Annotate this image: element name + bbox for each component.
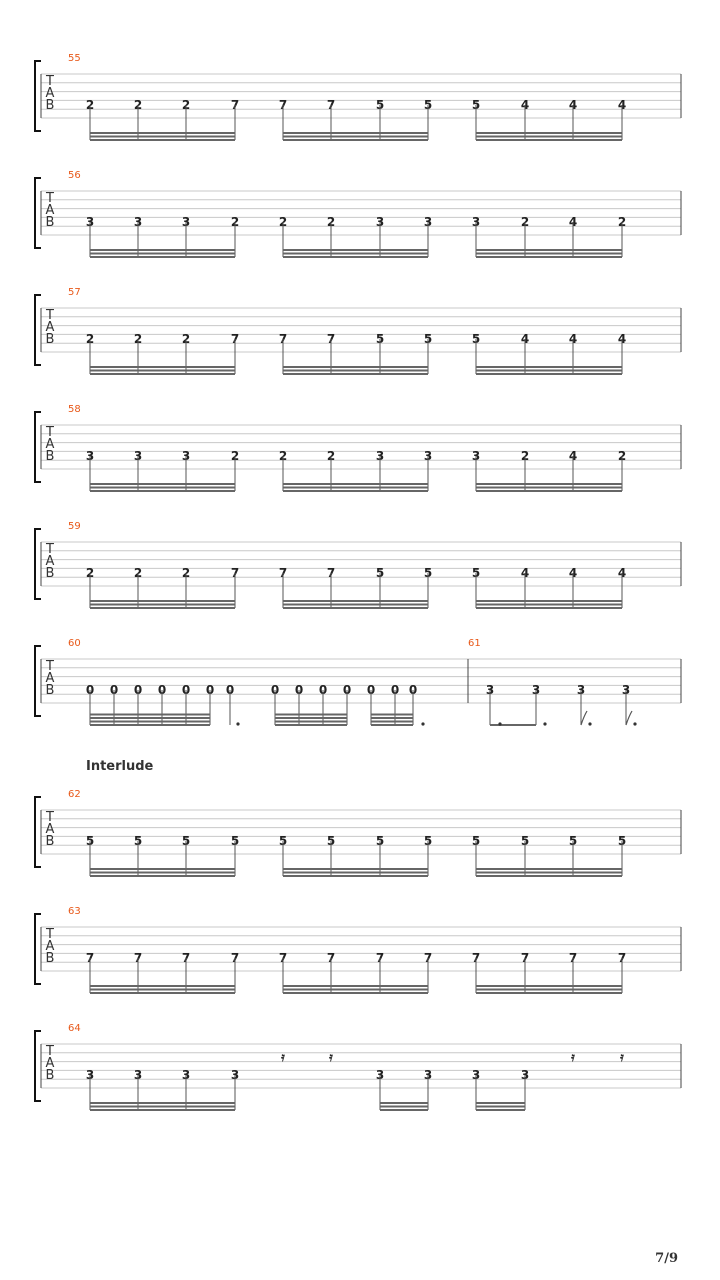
fret-number: 0 xyxy=(318,683,328,697)
tab-clef-letter: A xyxy=(45,203,55,218)
fret-number: 3 xyxy=(375,1068,385,1082)
fret-number: 0 xyxy=(85,683,95,697)
section-label-interlude: Interlude xyxy=(86,759,154,774)
tab-clef-letter: B xyxy=(45,215,55,230)
fret-number: 3 xyxy=(181,215,191,229)
tab-clef-letter: T xyxy=(46,308,54,323)
system-bracket xyxy=(35,646,41,716)
fret-number: 5 xyxy=(520,834,530,848)
fret-number: 3 xyxy=(375,215,385,229)
tab-clef-letter: B xyxy=(45,1068,55,1083)
fret-number: 3 xyxy=(471,215,481,229)
fret-number: 7 xyxy=(230,98,240,112)
fret-number: 3 xyxy=(423,215,433,229)
fret-number: 5 xyxy=(85,834,95,848)
tab-clef-letter: B xyxy=(45,951,55,966)
fret-number: 7 xyxy=(133,951,143,965)
tab-clef-letter: T xyxy=(46,425,54,440)
fret-number: 7 xyxy=(520,951,530,965)
fret-number: 2 xyxy=(133,566,143,580)
fret-number: 3 xyxy=(85,1068,95,1082)
tab-system xyxy=(35,638,681,726)
fret-number: 0 xyxy=(390,683,400,697)
fret-number: 5 xyxy=(375,566,385,580)
measure-number: 60 xyxy=(68,638,81,649)
fret-number: 2 xyxy=(278,449,288,463)
rhythm-dot xyxy=(236,722,239,725)
tab-clef-letter: A xyxy=(45,1056,55,1071)
fret-number: 0 xyxy=(342,683,352,697)
fret-number: 3 xyxy=(133,1068,143,1082)
fret-number: 7 xyxy=(423,951,433,965)
tab-clef-letter: B xyxy=(45,98,55,113)
fret-number: 7 xyxy=(326,566,336,580)
fret-number: 4 xyxy=(617,98,627,112)
system-bracket xyxy=(35,295,41,365)
fret-number: 3 xyxy=(181,1068,191,1082)
fret-number: 7 xyxy=(230,332,240,346)
fret-number: 0 xyxy=(133,683,143,697)
tab-clef-letter: A xyxy=(45,822,55,837)
fret-number: 7 xyxy=(230,566,240,580)
page-number: 7/9 xyxy=(655,1251,678,1266)
rhythm-dot xyxy=(633,722,636,725)
system-bracket xyxy=(35,1031,41,1101)
tab-clef-letter: T xyxy=(46,74,54,89)
tab-clef-letter: T xyxy=(46,927,54,942)
tab-clef-letter: A xyxy=(45,671,55,686)
fret-number: 0 xyxy=(366,683,376,697)
rhythm-dot xyxy=(543,722,546,725)
fret-number: 3 xyxy=(181,449,191,463)
fret-number: 5 xyxy=(471,566,481,580)
fret-number: 0 xyxy=(205,683,215,697)
fret-number: 4 xyxy=(568,98,578,112)
fret-number: 7 xyxy=(230,951,240,965)
fret-number: 3 xyxy=(423,449,433,463)
fret-number: 4 xyxy=(520,98,530,112)
tab-clef-letter: T xyxy=(46,542,54,557)
measure-number: 56 xyxy=(68,170,81,181)
measure-number: 64 xyxy=(68,1023,81,1034)
measure-number: 55 xyxy=(68,53,81,64)
fret-number: 3 xyxy=(423,1068,433,1082)
tab-clef-letter: B xyxy=(45,449,55,464)
note-flag xyxy=(626,711,632,725)
fret-number: 7 xyxy=(85,951,95,965)
sixteenth-rest-icon: 𝄿 xyxy=(620,1050,624,1064)
fret-number: 0 xyxy=(294,683,304,697)
rhythm-dot xyxy=(421,722,424,725)
fret-number: 2 xyxy=(85,98,95,112)
tab-clef-letter: T xyxy=(46,810,54,825)
fret-number: 7 xyxy=(278,566,288,580)
tab-system xyxy=(35,789,681,876)
fret-number: 2 xyxy=(326,215,336,229)
fret-number: 5 xyxy=(423,332,433,346)
fret-number: 5 xyxy=(617,834,627,848)
fret-number: 2 xyxy=(617,449,627,463)
fret-number: 3 xyxy=(520,1068,530,1082)
tab-clef-letter: B xyxy=(45,566,55,581)
tab-clef-letter: A xyxy=(45,939,55,954)
fret-number: 0 xyxy=(181,683,191,697)
system-bracket xyxy=(35,412,41,482)
fret-number: 3 xyxy=(576,683,586,697)
fret-number: 0 xyxy=(157,683,167,697)
system-bracket xyxy=(35,61,41,131)
fret-number: 5 xyxy=(326,834,336,848)
rhythm-dot xyxy=(588,722,591,725)
rhythm-dot xyxy=(498,722,501,725)
fret-number: 2 xyxy=(181,98,191,112)
measure-number: 61 xyxy=(468,638,481,649)
tab-clef-letter: B xyxy=(45,332,55,347)
tab-system xyxy=(35,53,681,140)
sixteenth-rest-icon: 𝄿 xyxy=(281,1050,285,1064)
system-bracket xyxy=(35,529,41,599)
note-flag xyxy=(581,711,587,725)
fret-number: 4 xyxy=(568,566,578,580)
fret-number: 3 xyxy=(471,449,481,463)
fret-number: 7 xyxy=(278,332,288,346)
sixteenth-rest-icon: 𝄿 xyxy=(571,1050,575,1064)
fret-number: 4 xyxy=(568,215,578,229)
fret-number: 2 xyxy=(133,332,143,346)
fret-number: 7 xyxy=(375,951,385,965)
fret-number: 5 xyxy=(471,834,481,848)
fret-number: 3 xyxy=(375,449,385,463)
fret-number: 3 xyxy=(133,449,143,463)
measure-number: 58 xyxy=(68,404,81,415)
tab-system xyxy=(35,287,681,374)
tab-system xyxy=(35,404,681,491)
fret-number: 3 xyxy=(485,683,495,697)
fret-number: 5 xyxy=(375,834,385,848)
fret-number: 7 xyxy=(326,98,336,112)
system-bracket xyxy=(35,178,41,248)
measure-number: 59 xyxy=(68,521,81,532)
tab-system xyxy=(35,1023,681,1110)
tab-system xyxy=(35,170,681,257)
fret-number: 5 xyxy=(375,98,385,112)
fret-number: 2 xyxy=(230,449,240,463)
fret-number: 4 xyxy=(520,566,530,580)
fret-number: 3 xyxy=(85,449,95,463)
fret-number: 2 xyxy=(181,332,191,346)
fret-number: 5 xyxy=(423,98,433,112)
fret-number: 4 xyxy=(568,332,578,346)
measure-number: 63 xyxy=(68,906,81,917)
tab-clef-letter: B xyxy=(45,834,55,849)
tab-system xyxy=(35,521,681,608)
fret-number: 4 xyxy=(617,332,627,346)
fret-number: 7 xyxy=(617,951,627,965)
fret-number: 7 xyxy=(568,951,578,965)
fret-number: 7 xyxy=(278,951,288,965)
fret-number: 7 xyxy=(326,332,336,346)
fret-number: 3 xyxy=(230,1068,240,1082)
measure-number: 57 xyxy=(68,287,81,298)
fret-number: 3 xyxy=(471,1068,481,1082)
fret-number: 2 xyxy=(617,215,627,229)
fret-number: 5 xyxy=(471,332,481,346)
fret-number: 5 xyxy=(471,98,481,112)
fret-number: 5 xyxy=(181,834,191,848)
fret-number: 5 xyxy=(278,834,288,848)
fret-number: 2 xyxy=(181,566,191,580)
fret-number: 2 xyxy=(133,98,143,112)
fret-number: 7 xyxy=(471,951,481,965)
measure-number: 62 xyxy=(68,789,81,800)
fret-number: 4 xyxy=(568,449,578,463)
fret-number: 0 xyxy=(270,683,280,697)
tab-clef-letter: T xyxy=(46,1044,54,1059)
tab-clef-letter: A xyxy=(45,437,55,452)
tab-clef-letter: A xyxy=(45,320,55,335)
system-bracket xyxy=(35,797,41,867)
fret-number: 2 xyxy=(278,215,288,229)
fret-number: 7 xyxy=(326,951,336,965)
tab-clef-letter: A xyxy=(45,86,55,101)
fret-number: 0 xyxy=(225,683,235,697)
fret-number: 5 xyxy=(568,834,578,848)
fret-number: 2 xyxy=(85,332,95,346)
fret-number: 3 xyxy=(621,683,631,697)
fret-number: 0 xyxy=(408,683,418,697)
fret-number: 5 xyxy=(133,834,143,848)
tab-clef-letter: T xyxy=(46,191,54,206)
sixteenth-rest-icon: 𝄿 xyxy=(329,1050,333,1064)
fret-number: 2 xyxy=(230,215,240,229)
fret-number: 7 xyxy=(278,98,288,112)
fret-number: 2 xyxy=(520,449,530,463)
fret-number: 4 xyxy=(520,332,530,346)
fret-number: 5 xyxy=(423,566,433,580)
tab-clef-letter: A xyxy=(45,554,55,569)
tab-clef-letter: B xyxy=(45,683,55,698)
fret-number: 7 xyxy=(181,951,191,965)
fret-number: 2 xyxy=(520,215,530,229)
fret-number: 5 xyxy=(230,834,240,848)
fret-number: 3 xyxy=(133,215,143,229)
fret-number: 0 xyxy=(109,683,119,697)
fret-number: 3 xyxy=(531,683,541,697)
tab-clef-letter: T xyxy=(46,659,54,674)
fret-number: 4 xyxy=(617,566,627,580)
tab-system xyxy=(35,906,681,993)
system-bracket xyxy=(35,914,41,984)
fret-number: 5 xyxy=(423,834,433,848)
fret-number: 5 xyxy=(375,332,385,346)
fret-number: 2 xyxy=(85,566,95,580)
fret-number: 2 xyxy=(326,449,336,463)
fret-number: 3 xyxy=(85,215,95,229)
